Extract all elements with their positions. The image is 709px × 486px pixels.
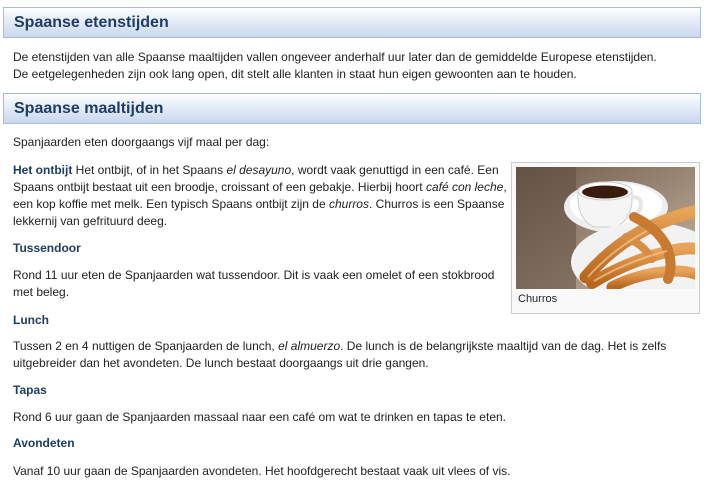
tapas-heading: Tapas xyxy=(13,383,47,397)
lunch-text-1: Tussen 2 en 4 nuttigen de Spanjaarden de lunch, xyxy=(13,339,279,353)
lunch-term-almuerzo: el almuerzo xyxy=(278,339,341,353)
ontbijt-text-1: Het ontbijt, of in het Spaans xyxy=(72,163,227,177)
ontbijt-text-4: . Churros is een Spaanse lekkernij van gefrituurd deeg. xyxy=(13,197,505,228)
lunch-heading: Lunch xyxy=(13,313,49,327)
section-title: Spaanse maaltijden xyxy=(14,100,164,117)
ontbijt-term-churros: churros xyxy=(328,197,369,211)
lead-paragraph: Spanjaarden eten doorgaangs vijf maal per dag: xyxy=(13,135,270,149)
tussendoor-heading: Tussendoor xyxy=(13,241,81,255)
lunch-paragraph xyxy=(13,338,703,372)
section-title: Spaanse etenstijden xyxy=(14,14,169,31)
intro-line-1: De etenstijden van alle Spaanse maaltijden vallen ongeveer anderhalf uur later dan de gemiddelde Europese etenstijden. xyxy=(13,50,657,64)
churros-photo-icon xyxy=(516,167,695,289)
intro-line-2: De eetgelegenheden zijn ook lang open, dit stelt alle klanten in staat hun eigen gewoonten aan te houden. xyxy=(13,67,577,81)
ontbijt-term-desayuno: el desayuno xyxy=(226,163,292,177)
section-header-etenstijden xyxy=(3,7,701,38)
avondeten-heading: Avondeten xyxy=(13,436,75,450)
avondeten-paragraph: Vanaf 10 uur gaan de Spanjaarden avondeten. Het hoofdgerecht bestaat vaak uit vlees of vis. xyxy=(13,464,511,478)
ontbijt-text-3: , een kop koffie met melk. Een typisch Spaans ontbijt zijn de xyxy=(13,180,507,211)
section-header-maaltijden xyxy=(3,93,701,124)
ontbijt-paragraph xyxy=(13,162,507,230)
figure-caption: Churros xyxy=(518,293,558,305)
ontbijt-term-cafe-con-leche: café con leche xyxy=(425,180,504,194)
tussendoor-paragraph: Rond 11 uur eten de Spanjaarden wat tussendoor. Dit is vaak een omelet of een stokbrood met beleg. xyxy=(13,268,495,299)
intro-paragraph xyxy=(13,49,693,83)
churros-figure xyxy=(511,162,700,314)
tapas-paragraph: Rond 6 uur gaan de Spanjaarden massaal naar een café om wat te drinken en tapas te eten. xyxy=(13,410,506,424)
ontbijt-heading: Het ontbijt xyxy=(13,163,73,177)
lunch-text-2: . De lunch is de belangrijkste maaltijd van de dag. Het is zelfs uitgebreider dan het avondeten. De lunch bestaat doorgaangs uit drie gangen. xyxy=(13,339,667,370)
ontbijt-text-2: , wordt vaak genuttigd in een café. Een Spaans ontbijt bestaat uit een broodje, croissant of een gebakje. Hierbij hoort xyxy=(13,163,499,194)
